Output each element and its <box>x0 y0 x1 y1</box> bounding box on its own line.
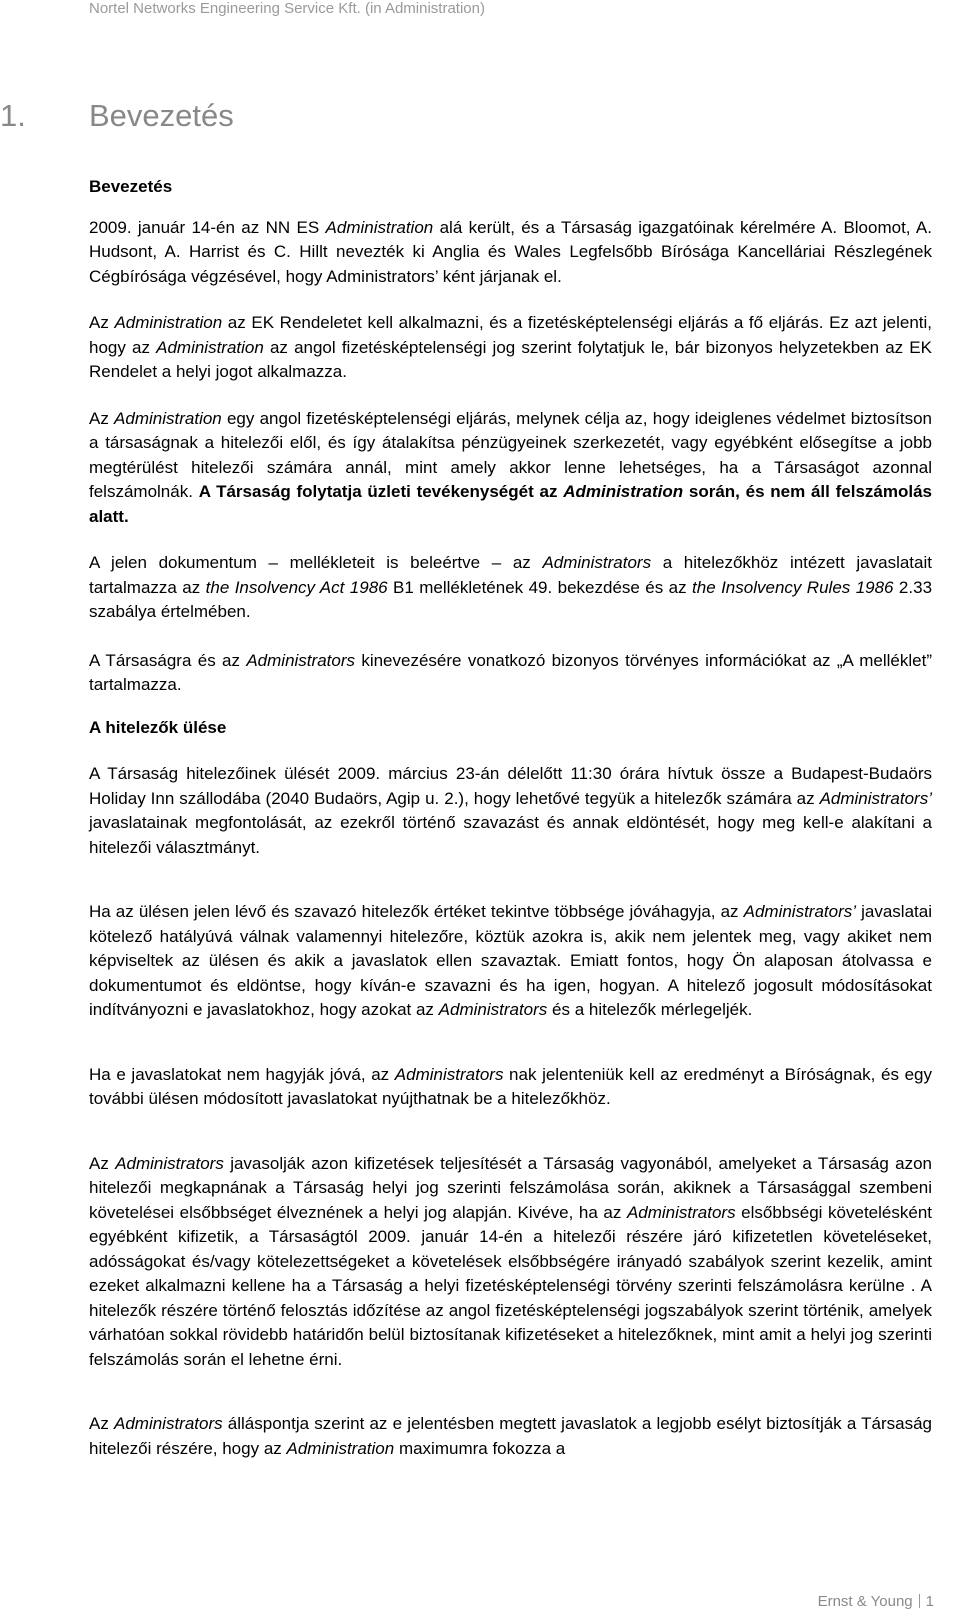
paragraph <box>89 311 932 385</box>
document-body <box>89 175 932 1461</box>
bold-text: A Társaság folytatja üzleti tevékenységét az <box>198 482 564 501</box>
italic-term: Administration <box>286 1438 395 1458</box>
text-run: javaslatai kötelező hatályúvá válnak valamennyi hitelezőre, köztük azokra is, akik nem jelentek meg, vagy akiket nem képviseltek az ülésen és akik a javaslatok ellen szavaztak. Emiatt fontos, hogy Ön alaposan átolvassa e dokumentumot és eldöntse, hogy kíván-e szavazni és ha igen, hogyan. A hitelező jogosult módosításokat indítványozni e javaslatokhoz, hogy azokat az <box>89 902 932 1019</box>
footer-company: Ernst & Young <box>817 1593 913 1610</box>
footer-divider <box>919 1594 920 1608</box>
italic-term: Administrators <box>542 553 652 572</box>
text-run: B1 mellékletének 49. bekezdése és az <box>387 577 693 597</box>
italic-term: Administration <box>563 482 684 501</box>
paragraph <box>89 1152 932 1373</box>
paragraph <box>89 216 932 290</box>
text-run: és a hitelezők mérlegeljék. <box>547 1000 753 1019</box>
italic-term: Administrators’ <box>819 788 932 808</box>
text-run: kinevezésére vonatkozó bizonyos törvényes információkat az „A melléklet” tartalmazza. <box>89 650 932 694</box>
text-run: nak jelenteniük kell az eredményt a Bíróságnak, és egy további ülésen módosított javaslatokat nyújthatnak be a hitelezőkhöz. <box>89 1064 932 1108</box>
chapter-heading <box>0 98 234 134</box>
text-run: Az <box>89 1414 114 1433</box>
text-run: álláspontja szerint az e jelentésben megtett javaslatok a legjobb esélyt biztosítják a Társaság hitelezői részére, hogy az <box>89 1414 932 1458</box>
page-number: 1 <box>925 1593 934 1610</box>
paragraph <box>89 762 932 860</box>
page-header: Nortel Networks Engineering Service Kft. (in Administration) <box>89 0 485 17</box>
text-run: A Társaság hitelezőinek ülését 2009. március 23-án délelőtt 11:30 órára hívtuk össze a Budapest-Budaörs Holiday Inn szállodába (2040 Budaörs, Agip u. 2.), hogy lehetővé tegyük a hitelezők számára az <box>89 764 932 808</box>
text-run: az EK Rendeletet kell alkalmazni, és a fizetésképtelenségi eljárás a fő eljárás. Ez azt jelenti, hogy az <box>89 313 933 357</box>
italic-term: Administrators <box>246 650 355 670</box>
section-heading-creditors-meeting: A hitelezők ülése <box>89 717 227 737</box>
italic-term: Administration <box>325 217 434 237</box>
text-run: 2009. január 14-én az NN ES <box>89 217 326 237</box>
text-run: egy angol fizetésképtelenségi eljárás, melynek célja az, hogy ideiglenes védelmet biztosítson a társaságnak a hitelezői elől, és így átalakítsa pénzügyeinek szerkezetét, vagy egyébként elősegítse a jobb megtérülést hitelezői számára annál, mint amely akkor lenne lehetséges, ha a Társaságot azonnal felszámolnák. <box>89 408 932 501</box>
text-run: Az <box>89 313 115 332</box>
text-run: Az <box>89 408 115 428</box>
text-run: alá került, és a Társaság igazgatóinak kérelmére A. Bloomot, A. Hudsont, A. Harrist és C. Hillt nevezték ki Anglia és Wales Legfelsőbb Bírósága Kancelláriai Részlegének Cégbírósága végzésével, hogy Administrators’ ként járjanak el. <box>89 217 932 286</box>
paragraph <box>89 900 932 1023</box>
text-run: Ha az ülésen jelen lévő és szavazó hitelezők értéket tekintve többsége jóváhagyja, az <box>89 902 744 921</box>
text-run: Ha e javaslatokat nem hagyják jóvá, az <box>89 1064 395 1084</box>
paragraph <box>89 407 932 530</box>
text-run: A jelen dokumentum – mellékleteit is beleértve – az <box>89 553 543 572</box>
italic-term: the Insolvency Act 1986 <box>205 577 388 597</box>
italic-term: Administrators <box>115 1153 224 1173</box>
paragraph <box>89 649 932 698</box>
italic-term: Administration <box>114 313 223 332</box>
bold-text: során, és nem áll felszámolás alatt. <box>89 482 932 526</box>
italic-term: Administrators’ <box>743 902 857 921</box>
text-run: javaslatainak megfontolását, az ezekről történő szavazást és annak eldöntését, hogy meg kell-e alakítani a hitelezői választmányt. <box>89 813 932 857</box>
paragraph <box>89 1063 932 1112</box>
text-run: A Társaságra és az <box>89 650 247 670</box>
italic-term: Administration <box>156 337 264 357</box>
text-run: elsőbbségi követelésként egyébként kifizetik, a Társaságtól 2009. január 14-én a hitelezői részére járó kifizetetlen követeléseket, adósságokat és/vagy kötelezettségeket a követelések elsőbbségére irányadó szabályok szerint kezelik, amint ezeket alkalmazni kellene ha a Társaság a helyi fizetésképtelenségi törvény szerinti felszámolásra kerülne . A hitelezők részére történő felosztás időzítése az angol fizetésképtelenségi jogszabályok szerint történik, amelyek várhatóan sokkal rövidebb határidőn belül biztosítanak kifizetéseket a hitelezőknek, mint amit a helyi jog szerinti felszámolás során el lehetne érni. <box>89 1202 932 1369</box>
italic-term: Administration <box>114 408 222 428</box>
italic-term: Administrators <box>438 1000 548 1019</box>
section-heading-intro: Bevezetés <box>89 177 173 196</box>
text-run: Az <box>89 1153 116 1173</box>
text-run: javasolják azon kifizetések teljesítését a Társaság vagyonából, amelyeket a Társaság azon hitelezői megkapnának a Társaság helyi jog szerinti felszámolása során, akiknek a Társasággal szembeni követelései elsőbbséget élveznének a helyi jog alapján. Kivéve, ha az <box>89 1153 932 1222</box>
italic-term: Administrators <box>626 1202 736 1222</box>
paragraph <box>89 551 932 625</box>
chapter-title: Bevezetés <box>89 98 234 133</box>
text-run: a hitelezőkhöz intézett javaslatait tartalmazza az <box>89 553 932 597</box>
italic-term: the Insolvency Rules 1986 <box>692 577 894 597</box>
italic-term: Administrators <box>394 1064 504 1084</box>
text-run: 2.33 szabálya értelmében. <box>89 577 933 621</box>
text-run: az angol fizetésképtelenségi jog szerint folytatjuk le, bár bizonyos helyzetekben az EK Rendelet a helyi jogot alkalmazza. <box>89 337 932 381</box>
page-footer <box>818 1593 934 1611</box>
text-run: maximumra fokozza a <box>394 1438 566 1458</box>
italic-term: Administrators <box>114 1414 223 1433</box>
chapter-number: 1. <box>0 98 26 133</box>
paragraph <box>89 1412 932 1461</box>
